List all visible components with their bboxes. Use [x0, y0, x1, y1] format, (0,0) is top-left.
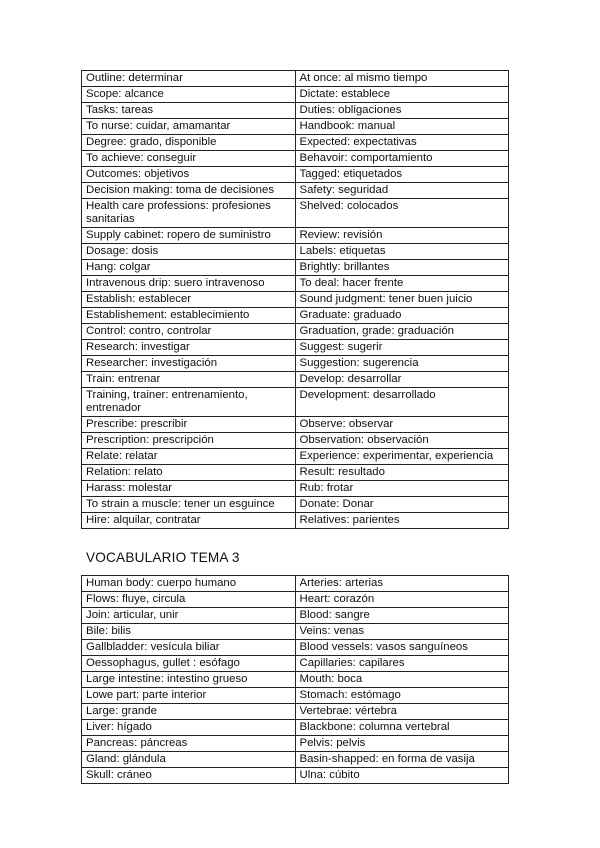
vocabulary-table-2	[81, 575, 509, 784]
vocab-cell-right: Develop: desarrollar	[295, 372, 509, 388]
vocab-cell-left: Relation: relato	[82, 465, 296, 481]
table-row	[82, 688, 509, 704]
vocab-cell-right: Blood: sangre	[295, 608, 509, 624]
vocab-cell-right: Suggest: sugerir	[295, 340, 509, 356]
table-row	[82, 292, 509, 308]
vocab-cell-right: Pelvis: pelvis	[295, 736, 509, 752]
vocab-cell-left: Join: articular, unir	[82, 608, 296, 624]
vocab-cell-right: Basin-shapped: en forma de vasija	[295, 752, 509, 768]
vocab-cell-right: Suggestion: sugerencia	[295, 356, 509, 372]
vocab-cell-right: Review: revisión	[295, 228, 509, 244]
vocab-cell-left: Prescribe: prescribir	[82, 417, 296, 433]
table-row	[82, 183, 509, 199]
vocab-cell-left: Decision making: toma de decisiones	[82, 183, 296, 199]
vocab-cell-right: At once: al mismo tiempo	[295, 71, 509, 87]
vocab-cell-left: Gallbladder: vesícula biliar	[82, 640, 296, 656]
vocab-cell-right: Dictate: establece	[295, 87, 509, 103]
vocab-cell-left: Skull: cráneo	[82, 768, 296, 784]
table-row	[82, 704, 509, 720]
vocab-cell-right: Arteries: arterias	[295, 576, 509, 592]
vocab-cell-left: Prescription: prescripción	[82, 433, 296, 449]
table-row	[82, 497, 509, 513]
vocab-cell-left: Health care professions: profesiones sanitarias	[82, 199, 296, 228]
vocab-cell-right: Development: desarrollado	[295, 388, 509, 417]
vocab-cell-left: Training, trainer: entrenamiento, entrenador	[82, 388, 296, 417]
table-row	[82, 640, 509, 656]
table-row	[82, 244, 509, 260]
vocab-cell-left: Liver: hígado	[82, 720, 296, 736]
table-row	[82, 260, 509, 276]
table-row	[82, 151, 509, 167]
vocab-cell-left: Large intestine: intestino grueso	[82, 672, 296, 688]
table-row	[82, 356, 509, 372]
vocab-cell-right: Observe: observar	[295, 417, 509, 433]
table-row	[82, 135, 509, 151]
vocab-cell-left: Lowe part: parte interior	[82, 688, 296, 704]
vocab-cell-left: Establish: establecer	[82, 292, 296, 308]
table-row	[82, 433, 509, 449]
vocab-cell-left: Bile: bilis	[82, 624, 296, 640]
vocab-cell-right: Result: resultado	[295, 465, 509, 481]
table-row	[82, 465, 509, 481]
vocab-cell-left: Oessophagus, gullet : esófago	[82, 656, 296, 672]
vocab-cell-right: Sound judgment: tener buen juicio	[295, 292, 509, 308]
table-row	[82, 87, 509, 103]
vocab-cell-left: Flows: fluye, circula	[82, 592, 296, 608]
vocab-cell-right: Experience: experimentar, experiencia	[295, 449, 509, 465]
table-row	[82, 752, 509, 768]
table-row	[82, 199, 509, 228]
vocab-cell-right: Mouth: boca	[295, 672, 509, 688]
vocab-cell-left: To strain a muscle: tener un esguince	[82, 497, 296, 513]
table-row	[82, 513, 509, 529]
vocab-cell-right: Donate: Donar	[295, 497, 509, 513]
vocab-cell-right: Capillaries: capilares	[295, 656, 509, 672]
vocab-cell-right: Shelved: colocados	[295, 199, 509, 228]
vocab-cell-right: Blood vessels: vasos sanguíneos	[295, 640, 509, 656]
vocab-cell-left: Researcher: investigación	[82, 356, 296, 372]
vocab-cell-right: Labels: etiquetas	[295, 244, 509, 260]
vocab-cell-right: Graduation, grade: graduación	[295, 324, 509, 340]
vocab-cell-right: Observation: observación	[295, 433, 509, 449]
table-row	[82, 276, 509, 292]
table-row	[82, 481, 509, 497]
vocab-cell-left: Dosage: dosis	[82, 244, 296, 260]
vocab-cell-right: Veins: venas	[295, 624, 509, 640]
table-row	[82, 228, 509, 244]
vocab-cell-right: Duties: obligaciones	[295, 103, 509, 119]
vocab-cell-left: Outline: determinar	[82, 71, 296, 87]
vocab-cell-right: Ulna: cúbito	[295, 768, 509, 784]
vocab-cell-right: Blackbone: columna vertebral	[295, 720, 509, 736]
vocab-cell-left: Intravenous drip: suero intravenoso	[82, 276, 296, 292]
table-row	[82, 449, 509, 465]
vocab-cell-right: Expected: expectativas	[295, 135, 509, 151]
vocab-cell-left: Train: entrenar	[82, 372, 296, 388]
table-row	[82, 340, 509, 356]
table-row	[82, 417, 509, 433]
vocab-cell-left: Research: investigar	[82, 340, 296, 356]
table-row	[82, 388, 509, 417]
vocab-cell-right: Vertebrae: vértebra	[295, 704, 509, 720]
vocab-cell-left: To achieve: conseguir	[82, 151, 296, 167]
vocab-cell-left: Gland: glándula	[82, 752, 296, 768]
section-heading: VOCABULARIO TEMA 3	[86, 550, 240, 565]
vocab-cell-left: Control: contro, controlar	[82, 324, 296, 340]
table-row	[82, 656, 509, 672]
table-row	[82, 167, 509, 183]
table-row	[82, 308, 509, 324]
vocab-cell-left: Large: grande	[82, 704, 296, 720]
vocab-cell-left: Supply cabinet: ropero de suministro	[82, 228, 296, 244]
vocab-cell-left: Hang: colgar	[82, 260, 296, 276]
vocab-cell-right: Rub: frotar	[295, 481, 509, 497]
vocab-cell-right: Brightly: brillantes	[295, 260, 509, 276]
vocab-cell-right: Relatives: parientes	[295, 513, 509, 529]
vocab-cell-right: Tagged: etiquetados	[295, 167, 509, 183]
table-row	[82, 624, 509, 640]
vocab-cell-right: Graduate: graduado	[295, 308, 509, 324]
vocab-cell-left: Outcomes: objetivos	[82, 167, 296, 183]
vocabulary-table-1	[81, 70, 509, 529]
vocab-cell-left: Scope: alcance	[82, 87, 296, 103]
vocab-cell-right: Behavoir: comportamiento	[295, 151, 509, 167]
vocab-cell-right: Handbook: manual	[295, 119, 509, 135]
table-row	[82, 119, 509, 135]
table-row	[82, 576, 509, 592]
table-row	[82, 720, 509, 736]
vocab-cell-left: Degree: grado, disponible	[82, 135, 296, 151]
table-row	[82, 768, 509, 784]
table-row	[82, 103, 509, 119]
vocab-cell-right: Heart: corazón	[295, 592, 509, 608]
table-row	[82, 372, 509, 388]
vocab-cell-right: Stomach: estómago	[295, 688, 509, 704]
vocab-cell-left: To nurse: cuidar, amamantar	[82, 119, 296, 135]
vocab-cell-left: Pancreas: páncreas	[82, 736, 296, 752]
vocab-cell-left: Harass: molestar	[82, 481, 296, 497]
table-row	[82, 608, 509, 624]
table-row	[82, 324, 509, 340]
table-row	[82, 592, 509, 608]
vocab-cell-right: To deal: hacer frente	[295, 276, 509, 292]
vocab-cell-left: Tasks: tareas	[82, 103, 296, 119]
vocab-cell-left: Hire: alquilar, contratar	[82, 513, 296, 529]
vocab-cell-left: Establishement: establecimiento	[82, 308, 296, 324]
vocab-cell-right: Safety: seguridad	[295, 183, 509, 199]
vocab-cell-left: Human body: cuerpo humano	[82, 576, 296, 592]
vocab-cell-left: Relate: relatar	[82, 449, 296, 465]
table-row	[82, 672, 509, 688]
table-row	[82, 71, 509, 87]
table-row	[82, 736, 509, 752]
